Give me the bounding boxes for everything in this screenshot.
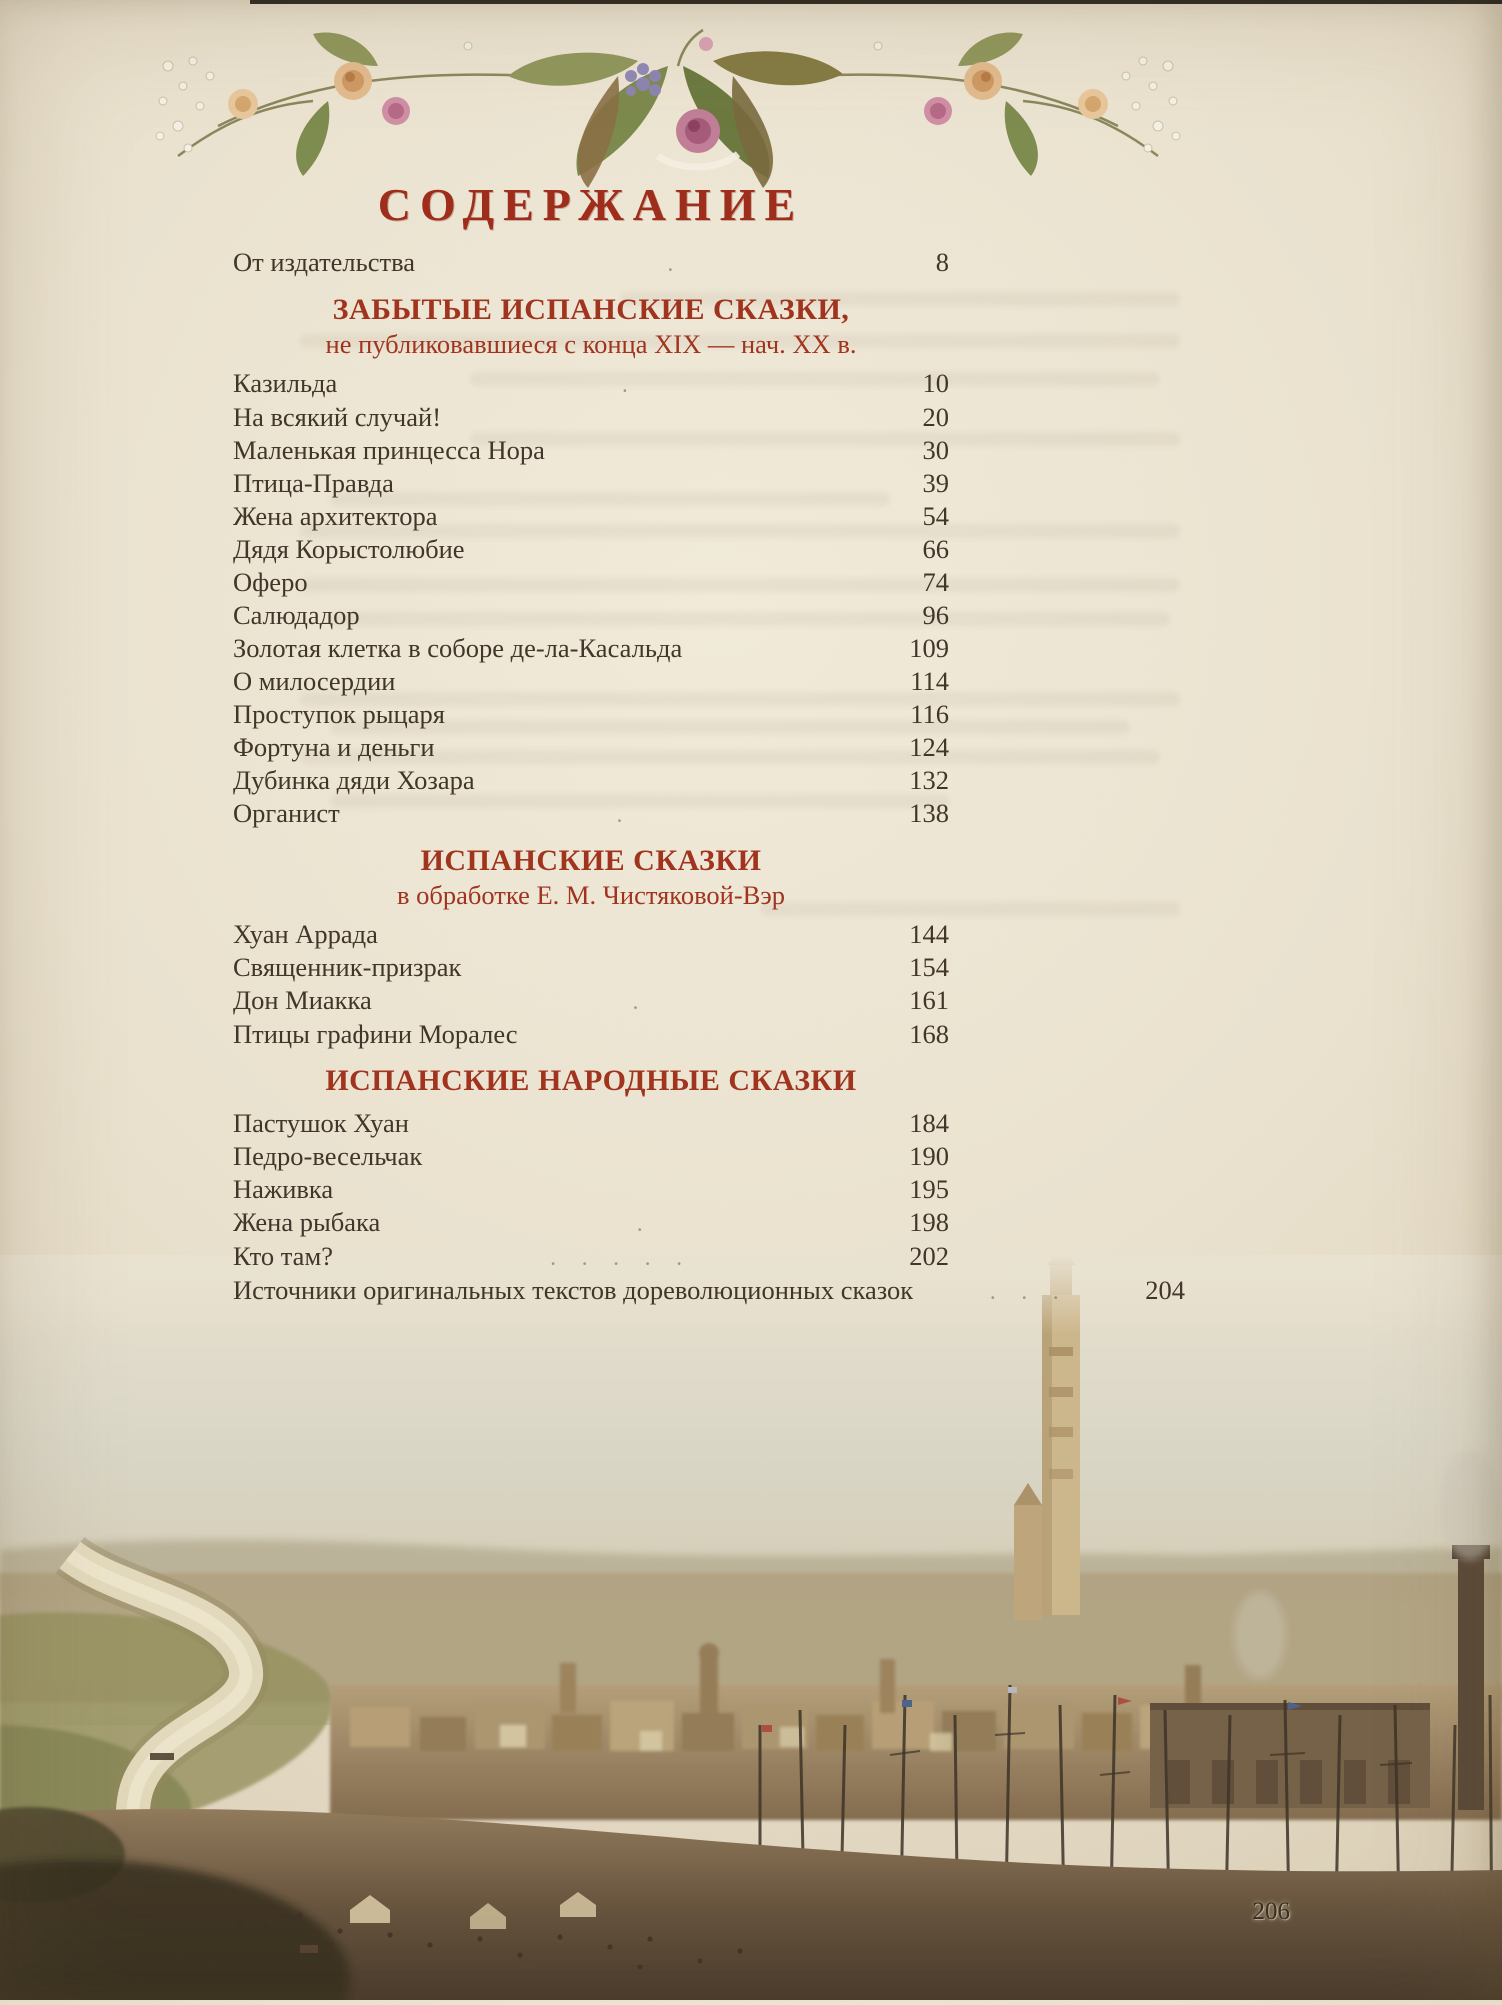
toc-entry-page: 204 [1145,1275,1185,1305]
toc-entry [233,1206,949,1240]
toc-entry-label: Золотая клетка в соборе де-ла-Касальда [233,633,683,663]
toc-entry-page: 20 [922,402,949,432]
page-title: СОДЕРЖАНИЕ [377,179,805,230]
toc-entry-label: Священник-призрак [233,952,462,982]
toc-entry [233,918,949,951]
toc-entry-label: Органист [233,798,340,828]
toc-entry-label: Дон Миакка [233,985,372,1015]
toc-entry-page: 161 [909,985,949,1015]
toc-entry-label: О милосердии [233,666,396,696]
toc-entry-page: 138 [909,798,949,828]
section-heading: ЗАБЫТЫЕ ИСПАНСКИЕ СКАЗКИ, [332,293,850,326]
toc-entry [233,434,949,467]
section-subheading: не публиковавшиеся с конца XIX — нач. XX в. [325,329,857,359]
toc-entry-label: Птица-Правда [233,468,394,498]
toc-entry-page: 132 [909,765,949,795]
toc-entry-page: 116 [910,699,949,729]
dot-leader: . [632,989,649,1014]
toc-entry-label: Оферо [233,567,308,597]
toc-entry [233,1274,1185,1308]
toc-entry-page: 195 [909,1174,949,1204]
toc-entry-page: 74 [922,567,949,597]
toc-entry-label: Хуан Аррада [233,919,378,949]
toc-entry [233,632,949,665]
toc-entry-label: Маленькая принцесса Нора [233,435,545,465]
dot-leader: . . . . . [550,1245,692,1270]
toc-entry-page: 39 [922,468,949,498]
toc-entry-label: Салюдадор [233,600,360,630]
toc-entry-label: Птицы графини Моралес [233,1019,518,1049]
toc-entry-label: Казильда [233,368,338,398]
section-heading: ИСПАНСКИЕ СКАЗКИ [420,844,762,877]
toc-entry [233,698,949,731]
toc-entry-page: 190 [909,1141,949,1171]
toc-entry [233,1240,949,1274]
page-number: 206 [1252,1898,1290,1925]
toc-entry [233,951,949,984]
dot-leader: . [622,372,638,397]
toc-entry-page: 124 [909,732,949,762]
toc-entry [233,566,949,599]
toc-entry-label: Жена архитектора [233,501,438,531]
toc-section [233,1063,1185,1308]
toc-entry-page: 168 [909,1019,949,1049]
toc-entry-label: Наживка [233,1174,334,1204]
toc-entry [233,984,949,1018]
toc-entry-label: Проступок рыцаря [233,699,445,729]
toc-entry [233,764,949,797]
toc-entry-page: 198 [909,1207,949,1237]
toc-entry-label: Фортуна и деньги [233,732,435,762]
toc-entry [233,1107,949,1140]
table-of-contents [233,178,1185,1308]
toc-entry [233,401,949,434]
toc-section [233,843,1185,1051]
toc-entry-label: На всякий случай! [233,402,442,432]
toc-entry [233,533,949,566]
toc-section [233,292,1185,831]
dot-leader: . . . [989,1279,1069,1304]
toc-entry-page: 8 [935,247,949,277]
toc-entry-page: 54 [922,501,949,531]
section-heading: ИСПАНСКИЕ НАРОДНЫЕ СКАЗКИ [325,1064,857,1097]
toc-entry-label: Источники оригинальных текстов дореволюционных сказок [233,1275,914,1305]
toc-entry-page: 30 [922,435,949,465]
toc-entry-page: 144 [909,919,949,949]
toc-entry-label: Дубинка дяди Хозара [233,765,475,795]
toc-entry-page: 66 [922,534,949,564]
toc-entry-page: 184 [909,1108,949,1138]
toc-entry [233,246,949,280]
toc-entry-label: Пастушок Хуан [233,1108,409,1138]
toc-entry [233,599,949,632]
dot-leader: . [616,802,633,827]
toc-entry-label: Кто там? [233,1241,333,1271]
toc-entry [233,665,949,698]
toc-entry [233,1173,949,1206]
toc-entry [233,797,949,831]
toc-entry-label: Дядя Корыстолюбие [233,534,465,564]
toc-entry-page: 10 [922,368,949,398]
toc-entry [233,1140,949,1173]
dot-leader: . [636,1211,653,1236]
toc-entry-label: Жена рыбака [233,1207,381,1237]
toc-entry-page: 96 [922,600,949,630]
toc-entry-page: 154 [909,952,949,982]
toc-entry [233,500,949,533]
dot-leader: . [667,251,684,276]
toc-entry-page: 114 [910,666,949,696]
toc-entry-label: Педро-весельчак [233,1141,423,1171]
floral-ornament [138,6,1198,191]
toc-entry [233,731,949,764]
scan-edge [250,0,1502,4]
toc-entry-page: 109 [909,633,949,663]
toc-entry [233,1018,949,1051]
toc-entry-label: От издательства [233,247,415,277]
toc-entry-page: 202 [909,1241,949,1271]
toc-entry [233,467,949,500]
toc-entry [233,367,949,401]
section-subheading: в обработке Е. М. Чистяковой-Вэр [397,880,785,910]
